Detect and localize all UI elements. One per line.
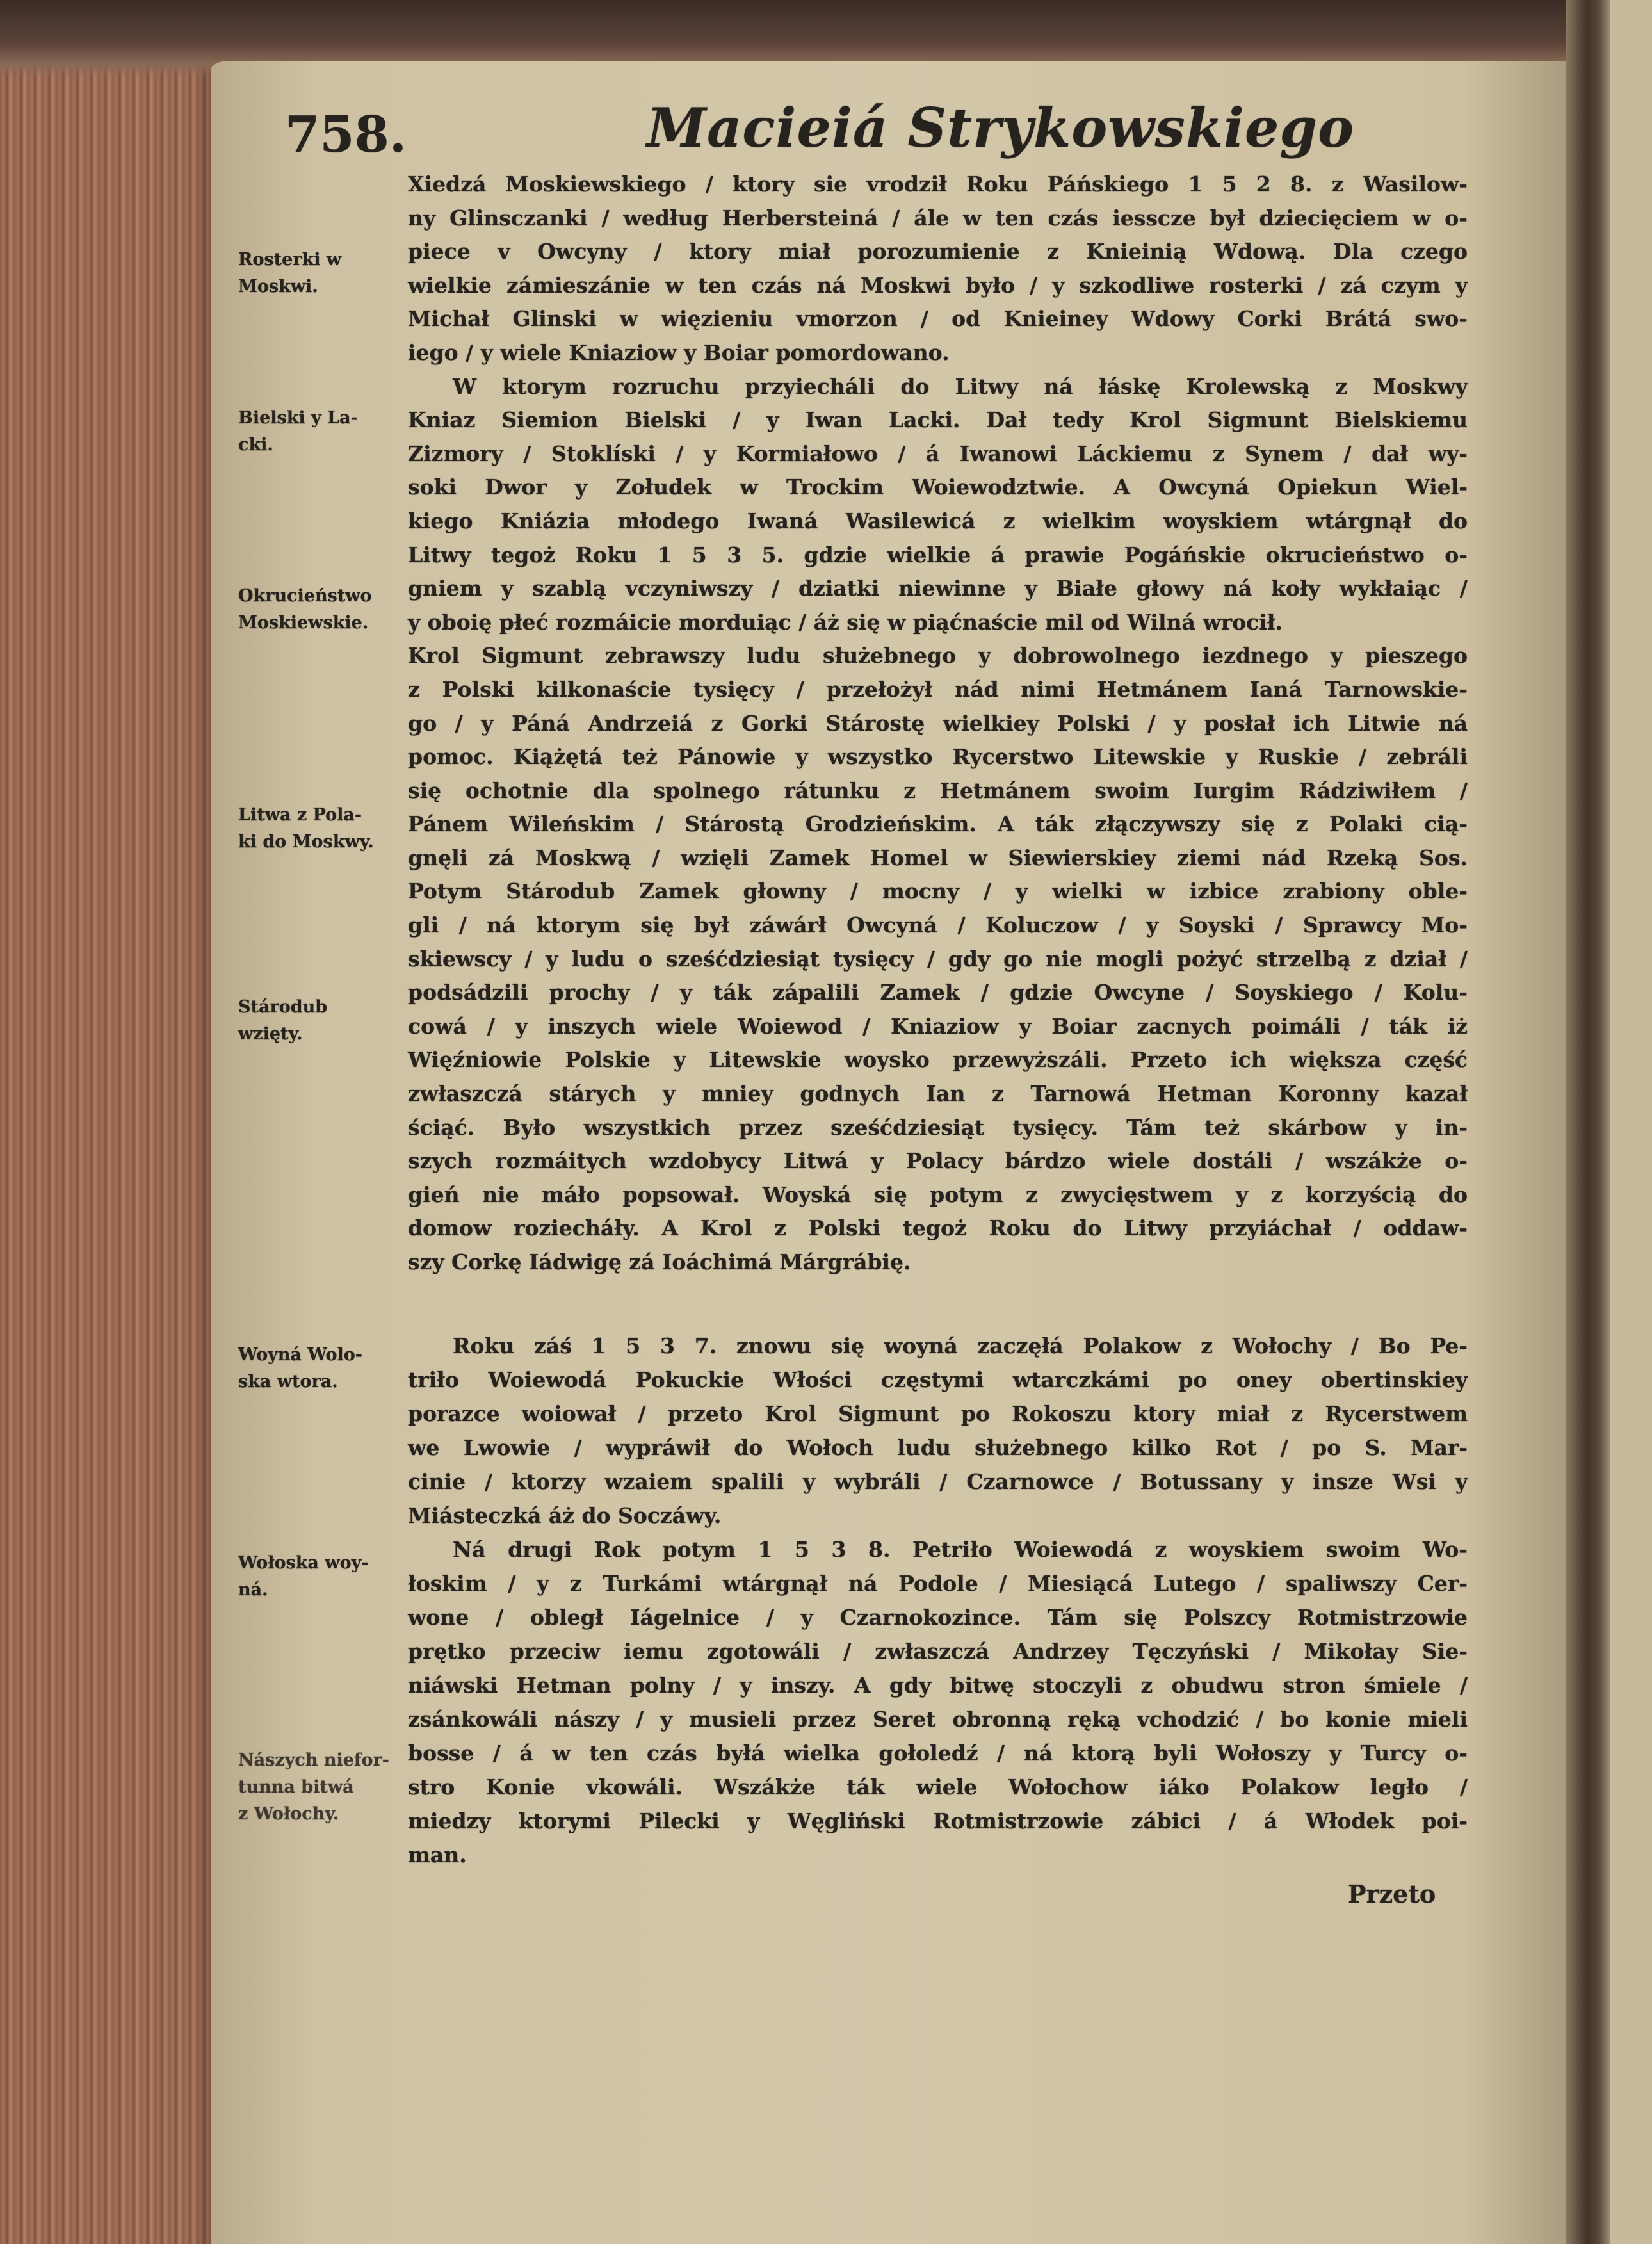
text-line: wone / obległ Iágelnice / y Czarnokozince. Tám się Polszcy Rotmistrzowie <box>408 1605 1468 1630</box>
text-line: ny Glinsczanki / według Herbersteiná / ále w ten czás iesscze był dziecięciem w o- <box>408 205 1468 231</box>
margin-note-line: Okrucieństwo <box>238 586 372 606</box>
text-line: Potym Stárodub Zamek głowny / mocny / y wielki w izbice zrabiony oble- <box>408 879 1468 904</box>
text-line: soki Dwor y Zołudek w Trockim Woiewodztwie. A Owcyná Opiekun Wiel- <box>408 475 1468 500</box>
margin-note <box>238 1342 392 1395</box>
text-line: Miásteczká áż do Soczáwy. <box>408 1503 722 1528</box>
text-line: gli / ná ktorym się był záwárł Owcyná / Koluczow / y Soyski / Sprawcy Mo- <box>408 913 1468 938</box>
margin-note <box>238 583 392 637</box>
text-line: porazce woiował / przeto Krol Sigmunt po Rokoszu ktory miał z Rycerstwem <box>408 1401 1468 1426</box>
text-line: wielkie zámieszánie w ten czás ná Moskwi było / y szkodliwe rosterki / zá czym y <box>408 272 1468 298</box>
facing-page-edge <box>1610 0 1652 2244</box>
text-line: triło Woiewodá Pokuckie Włości częstymi wtarczkámi po oney obertinskiey <box>408 1367 1468 1392</box>
text-line: W ktorym rozruchu przyiecháli do Litwy ná łáskę Krolewską z Moskwy <box>453 373 1468 399</box>
text-line: Kniaz Siemion Bielski / y Iwan Lacki. Dał tedy Krol Sigmunt Bielskiemu <box>408 407 1468 433</box>
text-line: Roku záś 1 5 3 7. znowu się woyná zaczęłá Polakow z Wołochy / Bo Pe- <box>453 1333 1468 1358</box>
text-line: Pánem Wileńskim / Stárostą Grodzieńskim. A ták złączywszy się z Polaki cią- <box>408 811 1468 837</box>
text-line: niáwski Hetman polny / y inszy. A gdy bitwę stoczyli z obudwu stron śmiele / <box>408 1673 1468 1698</box>
margin-note <box>238 802 392 856</box>
text-line: Więźniowie Polskie y Litewskie woysko przewyższáli. Przeto ich większa część <box>408 1047 1468 1073</box>
text-line: domow roziecháły. A Krol z Polski tegoż Roku do Litwy przyiáchał / oddaw- <box>408 1216 1468 1241</box>
margin-note <box>238 1550 392 1604</box>
paragraph <box>408 370 1468 640</box>
text-line: gnęli zá Moskwą / wzięli Zamek Homel w Siewierskiey ziemi nád Rzeką Sos. <box>408 845 1468 870</box>
margin-note-line: Moskiewskie. <box>238 613 369 633</box>
book-gutter <box>1566 0 1614 2244</box>
text-line: Xiedzá Moskiewskiego / ktory sie vrodził Roku Páńskiego 1 5 2 8. z Wasilow- <box>408 172 1468 197</box>
margin-note-line: ska wtora. <box>238 1372 338 1392</box>
margin-note-line: cki. <box>238 435 273 455</box>
text-line: pomoc. Kiążętá też Pánowie y wszystko Rycerstwo Litewskie y Ruskie / zebráli <box>408 744 1468 770</box>
text-line: man. <box>408 1842 467 1867</box>
text-line: Krol Sigmunt zebrawszy ludu służebnego y dobrowolnego iezdnego y pieszego <box>408 643 1468 669</box>
text-line: prętko przeciw iemu zgotowáli / zwłaszczá Andrzey Tęczyński / Mikołay Sie- <box>408 1639 1468 1664</box>
text-line: gniem y szablą vczyniwszy / dziatki niewinne y Białe głowy ná koły wykłaiąc / <box>408 576 1468 601</box>
text-line: cowá / y inszych wiele Woiewod / Kniaziow y Boiar zacnych poimáli / ták iż <box>408 1013 1468 1039</box>
margin-note-line: wzięty. <box>238 1024 303 1044</box>
text-line: miedzy ktorymi Pilecki y Węgliński Rotmistrzowie zábici / á Włodek poi- <box>408 1809 1468 1833</box>
text-line: iego / y wiele Kniaziow y Boiar pomordowano. <box>408 339 950 365</box>
text-line: stro Konie vkowáli. Wszákże ták wiele Wołochow iáko Polakow legło / <box>408 1775 1468 1800</box>
text-line: szy Corkę Iádwigę zá Ioáchimá Márgrábię. <box>408 1249 911 1274</box>
text-line: zsánkowáli nászy / y musieli przez Seret obronną ręką vchodzić / bo konie mieli <box>408 1707 1468 1732</box>
text-block-upper <box>408 168 1468 1280</box>
catchword: Przeto <box>1348 1880 1436 1908</box>
margin-note-line: Woyná Wolo- <box>238 1345 362 1365</box>
text-line: zwłaszczá stárych y mniey godnych Ian z Tarnowá Hetman Koronny kazał <box>408 1081 1468 1107</box>
text-line: we Lwowie / wypráwił do Wołoch ludu służebnego kilko Rot / po S. Mar- <box>408 1435 1468 1460</box>
text-line: y oboię płeć rozmáicie morduiąc / áż się w piąćnaście mil od Wilná wrocił. <box>408 609 1283 635</box>
text-line: szych rozmáitych wzdobycy Litwá y Polacy bárdzo wiele dostáli / wszákże o- <box>408 1148 1468 1174</box>
margin-note-line: Moskwi. <box>238 277 318 297</box>
page-number: 758. <box>285 106 407 164</box>
margin-note <box>238 405 392 459</box>
margin-note-line: Rosterki w <box>238 250 342 270</box>
margin-note-line: z Wołochy. <box>238 1804 339 1824</box>
margin-note-line: tunna bitwá <box>238 1777 354 1797</box>
running-title: Macieiá Strykowskiego <box>647 96 1355 159</box>
paragraph <box>408 168 1468 370</box>
margin-note-line: Litwa z Pola- <box>238 805 362 825</box>
margin-note-line: Nászych niefor- <box>238 1750 389 1770</box>
text-line: podsádzili prochy / y ták zápalili Zamek / gdzie Owcyne / Soyskiego / Kolu- <box>408 980 1468 1005</box>
text-line: bosse / á w ten czás byłá wielka gołoledź / ná ktorą byli Wołoszy y Turcy o- <box>408 1741 1468 1766</box>
paragraph <box>408 1329 1468 1533</box>
text-line: piece v Owcyny / ktory miał porozumienie z Knieinią Wdową. Dla czego <box>408 239 1468 264</box>
text-line: skiewscy / y ludu o sześćdziesiąt tysięcy / gdy go nie mogli pożyć strzelbą z dział / <box>408 946 1468 972</box>
text-line: Michał Glinski w więzieniu vmorzon / od Knieiney Wdowy Corki Brátá swo- <box>408 306 1468 332</box>
margin-note-line: ná. <box>238 1580 268 1600</box>
text-line: Litwy tegoż Roku 1 5 3 5. gdzie wielkie á prawie Pogáńskie okrucieństwo o- <box>408 542 1468 567</box>
margin-note-line: Bielski y La- <box>238 408 358 428</box>
text-line: się ochotnie dla spolnego rátunku z Hetmánem swoim Iurgim Rádziwiłem / <box>408 777 1468 803</box>
margin-note <box>238 1747 392 1828</box>
paragraph <box>408 639 1468 1279</box>
text-line: kiego Kniázia młodego Iwaná Wasilewicá z wielkim woyskiem wtárgnął do <box>408 508 1468 533</box>
paragraph <box>408 1533 1468 1872</box>
text-line: łoskim / y z Turkámi wtárgnął ná Podole / Miesiącá Lutego / spaliwszy Cer- <box>408 1571 1468 1596</box>
text-line: Ná drugi Rok potym 1 5 3 8. Petriło Woiewodá z woyskiem swoim Wo- <box>453 1537 1468 1562</box>
margin-note-line: Stárodub <box>238 997 328 1017</box>
margin-note-line: Wołoska woy- <box>238 1553 369 1573</box>
text-line: cinie / ktorzy wzaiem spalili y wybráli / Czarnowce / Botussany y insze Wsi y <box>408 1469 1468 1494</box>
text-line: Zizmory / Stoklíski / y Kormiałowo / á Iwanowi Láckiemu z Synem / dał wy- <box>408 441 1468 466</box>
margin-note <box>238 994 392 1048</box>
book-page-edges <box>0 0 218 2244</box>
text-line: ściąć. Było wszystkich przez sześćdziesiąt tysięcy. Tám też skárbow y in- <box>408 1114 1468 1140</box>
text-line: go / y Páná Andrzeiá z Gorki Stárostę wielkiey Polski / y posłał ich Litwie ná <box>408 710 1468 736</box>
margin-note <box>238 247 392 300</box>
margin-note-line: ki do Moskwy. <box>238 832 374 852</box>
text-line: gień nie máło popsował. Woyská się potym z zwycięstwem y z korzyścią do <box>408 1182 1468 1207</box>
text-block-lower <box>408 1329 1468 1872</box>
text-line: z Polski kilkonaście tysięcy / przełożył nád nimi Hetmánem Ianá Tarnowskie- <box>408 676 1468 702</box>
